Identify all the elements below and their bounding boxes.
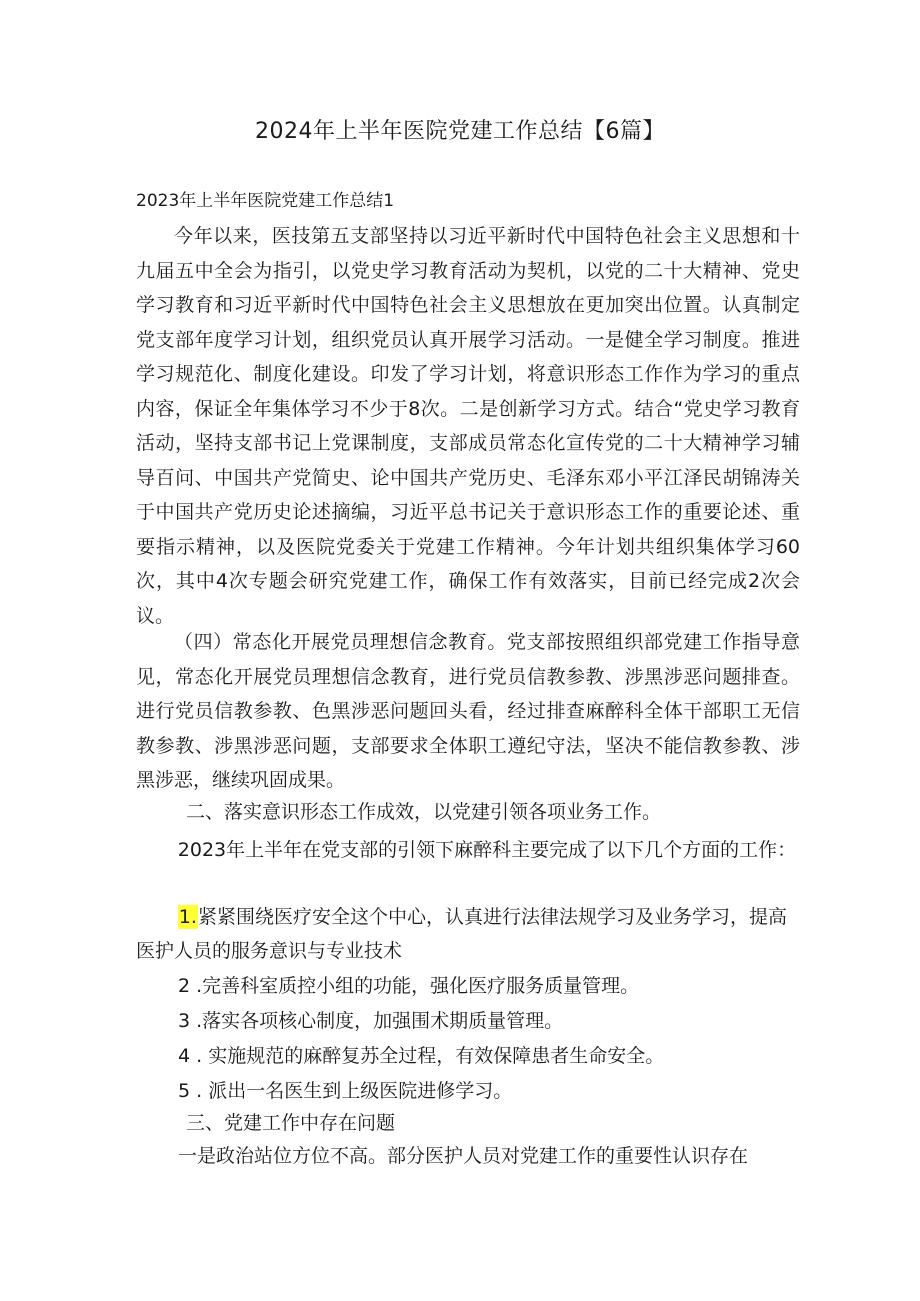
paragraph-problems: 一是政治站位方位不高。部分医护人员对党建工作的重要性认识存在 [178, 1145, 749, 1167]
heading-section-two: 二、落实意识形态工作成效，以党建引领各项业务工作。 [186, 801, 662, 823]
paragraph-belief-education: （四）常态化开展党员理想信念教育。党支部按照组织部党建工作指导意见，常态化开展党员理想信念教育，进行党员信教参教、涉黑涉恶问题排查。进行党员信教参教、色黑涉恶问题回头看，经过排查麻醉科全体干部职工无信教参教、涉黑涉恶问题，支部要求全体职工遵纪守法，坚决不能信教参教、涉黑涉恶，继续巩固成果。 [136, 631, 800, 791]
paragraph-work-summary: 2023年上半年在党支部的引领下麻醉科主要完成了以下几个方面的工作： [177, 839, 797, 861]
heading-section-three: 三、党建工作中存在问题 [186, 1112, 396, 1134]
highlighted-item-number: 1. [178, 906, 197, 928]
list-item-1-text: 紧紧围绕医疗安全这个中心，认真进行法律法规学习及业务学习，提高医护人员的服务意识与专业技术 [136, 906, 787, 962]
list-item-5: 5 . 派出一名医生到上级医院进修学习。 [178, 1080, 513, 1102]
document-title: 2024年上半年医院党建工作总结【6篇】 [255, 119, 665, 144]
section-subtitle: 2023年上半年医院党建工作总结1 [136, 191, 395, 211]
list-item-2: 2 .完善科室质控小组的功能，强化医疗服务质量管理。 [178, 975, 640, 997]
paragraph-study: 今年以来，医技第五支部坚持以习近平新时代中国特色社会主义思想和十九届五中全会为指引，以党史学习教育活动为契机，以党的二十大精神、党史学习教育和习近平新时代中国特色社会主义思想放在更加突出位置。认真制定党支部年度学习计划，组织党员认真开展学习活动。一是健全学习制度。推进学习规范化、制度化建设。印发了学习计划，将意识形态工作作为学习的重点内容，保证全年集体学习不少于8次。二是创新学习方式。结合“党史学习教育活动，坚持支部书记上党课制度，支部成员常态化宣传党的二十大精神学习辅导百问、中国共产党简史、论中国共产党历史、毛泽东邓小平江泽民胡锦涛关于中国共产党历史论述摘编，习近平总书记关于意识形态工作的重要论述、重要指示精神，以及医院党委关于党建工作精神。今年计划共组织集体学习60次，其中4次专题会研究党建工作，确保工作有效落实，目前已经完成2次会议。 [136, 225, 800, 627]
list-item-1 [136, 900, 800, 968]
list-item-4: 4 . 实施规范的麻醉复苏全过程，有效保障患者生命安全。 [178, 1045, 665, 1067]
list-item-3: 3 .落实各项核心制度，加强围术期质量管理。 [178, 1010, 564, 1032]
